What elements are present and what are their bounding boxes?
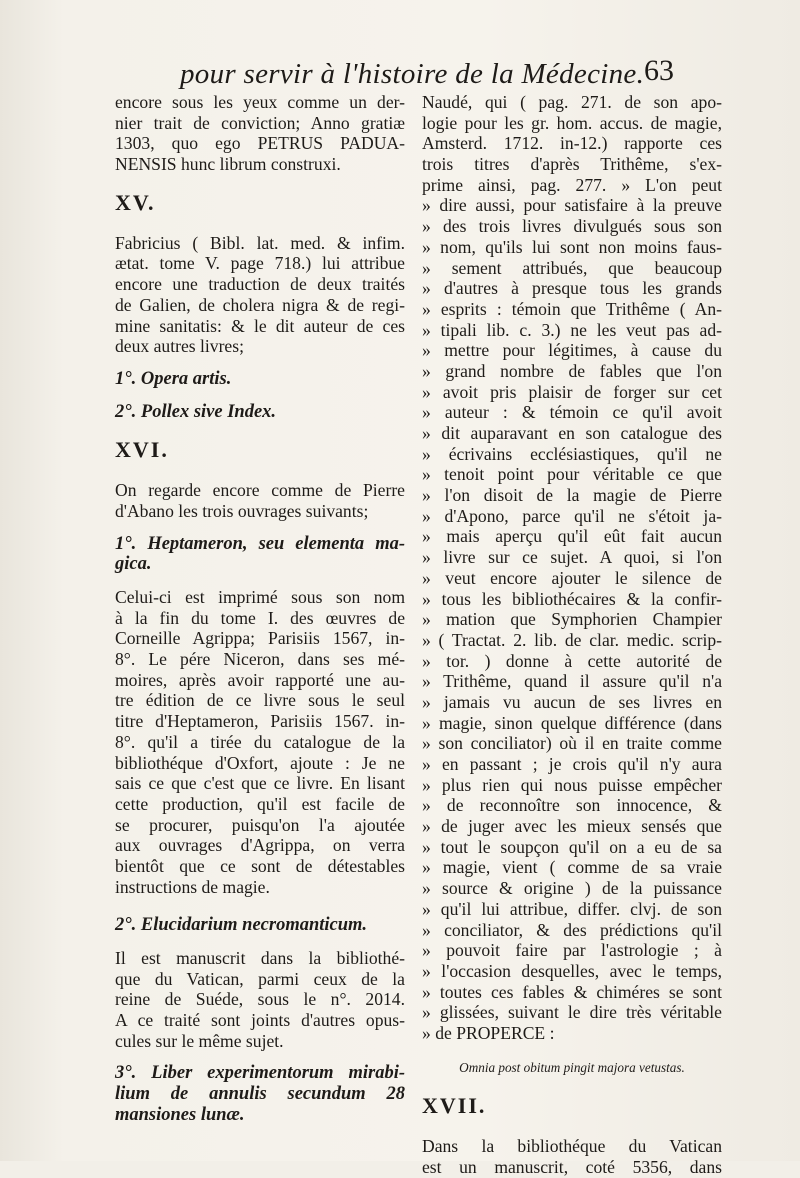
text-line: On regarde encore comme de Pierre [115,480,405,501]
text-line: Corneille Agrippa; Parisiis 1567, in- [115,628,405,649]
text-line: » jamais vu aucun de ses livres en [422,691,722,712]
text-line: » grand nombre de fables que l'on [422,360,722,381]
text-line: » tor. ) donne à cette autorité de [422,650,722,671]
text-line: cules sur le même sujet. [115,1030,284,1051]
text-line: » l'occasion desquelles, avec le temps, [422,960,722,981]
text-line: de Galien, de cholera nigra & de regi- [115,294,405,315]
latin-quotation: Omnia post obitum pingit majora vetustas. [459,1059,685,1075]
running-head: pour servir à l'histoire de la Médecine. [180,58,645,90]
text-line: NENSIS hunc librum construxi. [115,154,341,175]
text-line: » plus rien qui nous puisse empêcher [422,774,722,795]
text-line: » qu'il lui attribue, differ. clvj. de son [422,898,722,919]
text-line: Amsterd. 1712. in-12.) rapporte ces [422,133,722,154]
text-line: instructions de magie. [115,876,270,897]
paragraph-fabricius [115,233,405,357]
text-line: » dit auparavant en son catalogue des [422,423,722,443]
text-line: bientôt que ce sont de détestables [115,855,405,876]
text-line: Dans la bibliothéque du Vatican [422,1136,722,1157]
section-heading-xvii: XVII. [422,1093,487,1119]
text-line: » l'on disoit de la magie de Pierre [422,485,722,506]
text-line: » mation que Symphorien Champier [422,609,722,630]
text-line: Celui-ci est imprimé sous son nom [115,587,405,607]
text-line: nier trait de conviction; Anno gratiæ [115,112,405,133]
text-line: reine de Suéde, sous le n°. 2014. [115,989,405,1010]
text-line: » veut encore ajouter le silence de [422,567,722,588]
text-line: » écrivains ecclésiastiques, qu'il ne [422,443,722,464]
text-line: sais ce que c'est que ce livre. En lisant [115,773,405,794]
text-line: que du Vatican, parmi ceux de la [115,968,405,989]
text-line: Il est manuscrit dans la bibliothé- [115,948,405,968]
text-line: » pouvoit faire par l'astrologie ; à [422,940,722,961]
text-line: » dire aussi, pour satisfaire à la preuve [422,195,722,216]
text-line: » tenoit point pour véritable ce que [422,464,722,485]
right-column [422,92,722,1178]
section-heading-xv: XV. [115,189,156,215]
text-line: mine sanitatis: & le dit auteur de ces [115,315,405,336]
section-heading-xvi: XVI. [115,437,169,463]
text-line: bibliothéque d'Oxfort, ajoute : Je ne [115,752,405,773]
list-item: gica. [115,554,152,575]
text-line: encore sous les yeux comme un der- [115,92,405,112]
text-line: 1303, quo ego PETRUS PADUA- [115,133,405,154]
list-item: mansiones lunæ. [115,1104,245,1125]
text-line: » tous les bibliothécaires & la confir- [422,588,722,609]
paragraph-ouvrages [115,480,405,521]
paragraph-manuscrit [422,1136,722,1177]
text-line: » sement attribués, que beaucoup [422,257,722,278]
text-line: » de PROPERCE : [422,1022,555,1043]
text-line: » avoit pris plaisir de forger sur cet [422,381,722,402]
text-line: » d'Apono, parce qu'il ne s'étoit ja- [422,505,722,526]
text-line: titre d'Heptameron, Parisiis 1567. in- [115,711,405,732]
list-item: lium de annulis secundum 28 [115,1084,405,1105]
text-line: Naudé, qui ( pag. 271. de son apo- [422,92,722,112]
text-line: » nom, qu'ils lui sont non moins faus- [422,236,722,257]
text-line: » esprits : témoin que Trithême ( An- [422,298,722,319]
text-line: » son conciliator) où il en traite comme [422,733,722,754]
paragraph-vatican [115,948,405,1051]
text-line: logie pour les gr. hom. accus. de magie, [422,112,722,133]
list-item: 2°. Elucidarium necromanticum. [115,915,368,936]
text-line: à la fin du tome I. des œuvres de [115,607,405,628]
text-line: » conciliator, & des prédictions qu'il [422,919,722,940]
text-line: » mettre pour légitimes, à cause du [422,340,722,361]
text-line: moires, après avoir rapporté une au- [115,669,405,690]
text-line: encore une traduction de deux traités [115,274,405,295]
paragraph-heptameron [115,587,405,897]
text-line: » glissées, suivant le dire très véritable [422,1002,722,1023]
text-line: Fabricius ( Bibl. lat. med. & infim. [115,232,405,253]
text-line: se procurer, puisqu'on l'a ajoutée [115,814,405,835]
text-line: » tipali lib. c. 3.) ne les veut pas ad- [422,319,722,340]
text-line: » magie, sinon quelque différence (dans [422,712,722,733]
paragraph-naude [422,92,722,1044]
text-line: » mais aperçu qu'il eût fait aucun [422,526,722,547]
text-line: ætat. tome V. page 718.) lui attribue [115,253,405,274]
text-line: » tout le soupçon qu'il on a eu de sa [422,836,722,857]
text-line: trois titres d'après Trithême, s'ex- [422,154,722,175]
text-line: » source & origine ) de la puissance [422,878,722,899]
text-line: 8°. qu'il a tirée du catalogue de la [115,731,405,752]
text-line: d'Abano les trois ouvrages suivants; [115,500,369,521]
left-column [115,92,405,1126]
text-line: » en passant ; je crois qu'il n'y aura [422,754,722,774]
text-line: » Trithême, quand il assure qu'il n'a [422,671,722,692]
text-line: cette production, qu'il est facile de [115,793,405,814]
page-number: 63 [644,54,674,87]
text-line: prime ainsi, pag. 277. » L'on peut [422,174,722,195]
text-line: » magie, vient ( comme de sa vraie [422,857,722,878]
text-line: A ce traité sont joints d'autres opus- [115,1010,405,1031]
text-line: aux ouvrages d'Agrippa, on verra [115,835,405,856]
text-line: » toutes ces fables & chiméres se sont [422,981,722,1002]
text-line: tre édition de ce livre sous le seul [115,690,405,711]
paragraph-conviction [115,92,405,175]
text-line: 8°. Le pére Niceron, dans ses mé- [115,649,405,670]
list-item: 3°. Liber experimentorum mirabi- [115,1063,405,1084]
text-line: » auteur : & témoin ce qu'il avoit [422,402,722,423]
list-item: 1°. Heptameron, seu elementa ma- [115,533,405,554]
text-line: est un manuscrit, coté 5356, dans [422,1157,722,1178]
text-line: » de juger avec les mieux sensés que [422,816,722,837]
list-item: 2°. Pollex sive Index. [115,401,277,422]
text-line: » des trois livres divulgués sous son [422,216,722,237]
list-item: 1°. Opera artis. [115,368,232,389]
text-line: » ( Tractat. 2. lib. de clar. medic. scrip- [422,629,722,650]
text-line: » livre sur ce sujet. A quoi, si l'on [422,547,722,568]
text-line: » d'autres à presque tous les grands [422,278,722,299]
text-line: » de reconnoître son innocence, & [422,795,722,816]
text-line: deux autres livres; [115,336,244,357]
